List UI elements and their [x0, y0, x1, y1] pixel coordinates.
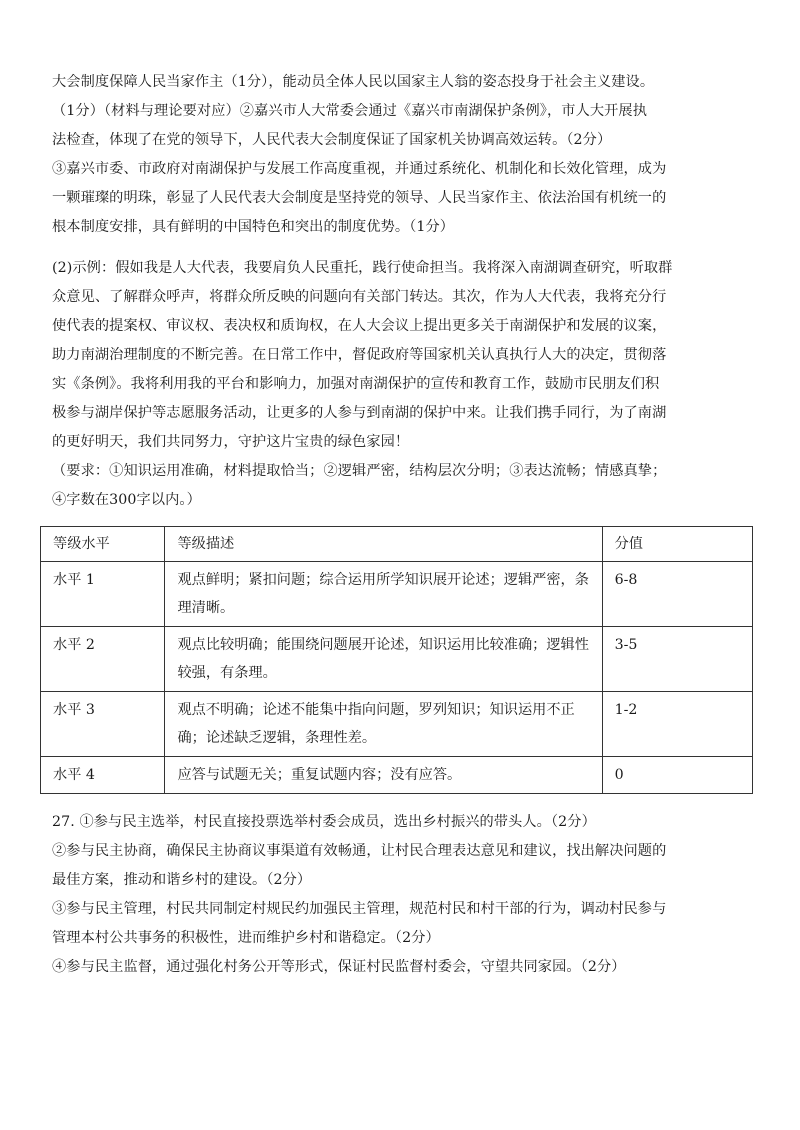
table-row	[41, 692, 753, 757]
table-row	[41, 627, 753, 692]
text-line: 的更好明天，我们共同努力，守护这片宝贵的绿色家园！	[52, 434, 410, 450]
text-line: （要求：①知识运用准确，材料提取恰当；②逻辑严密，结构层次分明；③表达流畅；情感真挚；	[52, 463, 667, 479]
text-line: 助力南湖治理制度的不断完善。在日常工作中，督促政府等国家机关认真执行人大的决定，贯彻落	[52, 347, 667, 363]
text-line: ④字数在300字以内。）	[52, 492, 201, 508]
score-cell: 1-2	[602, 692, 752, 757]
table-row	[41, 562, 753, 627]
header-description: 等级描述	[165, 527, 602, 562]
text-line: 一颗璀璨的明珠，彰显了人民代表大会制度是坚持党的领导、人民当家作主、依法治国有机统一的	[52, 190, 667, 206]
text-line: ③嘉兴市委、市政府对南湖保护与发展工作高度重视，并通过系统化、机制化和长效化管理，成为	[52, 161, 667, 177]
text-line: ④参与民主监督，通过强化村务公开等形式，保证村民监督村委会，守望共同家园。（2分）	[52, 959, 626, 975]
text-line: 管理本村公共事务的积极性，进而维护乡村和谐稳定。（2分）	[52, 930, 440, 946]
level-cell: 水平 1	[41, 562, 165, 627]
text-line: 实《条例》。我将利用我的平台和影响力，加强对南湖保护的宣传和教育工作，鼓励市民朋友们积	[52, 376, 660, 392]
answer-part2-example	[52, 254, 752, 515]
description-cell: 应答与试题无关；重复试题内容；没有应答。	[165, 757, 602, 794]
grading-table	[40, 526, 753, 794]
table-row	[41, 757, 753, 794]
score-cell: 3-5	[602, 627, 752, 692]
text-line: ②参与民主协商，确保民主协商议事渠道有效畅通，让村民合理表达意见和建议，找出解决问题的	[52, 843, 667, 859]
text-line: 根本制度安排，具有鲜明的中国特色和突出的制度优势。（1分）	[52, 219, 455, 235]
score-cell: 6-8	[602, 562, 752, 627]
text-line: 使代表的提案权、审议权、表决权和质询权，在人大会议上提出更多关于南湖保护和发展的议案，	[52, 318, 667, 334]
text-line: 27. ①参与民主选举，村民直接投票选举村委会成员，选出乡村振兴的带头人。（2分）	[52, 814, 596, 830]
level-cell: 水平 4	[41, 757, 165, 794]
text-line: 法检查，体现了在党的领导下，人民代表大会制度保证了国家机关协调高效运转。（2分）	[52, 132, 612, 148]
answer-part1-continuation	[52, 68, 752, 242]
text-line: 极参与湖岸保护等志愿服务活动，让更多的人参与到南湖的保护中来。让我们携手同行，为了南湖	[52, 405, 667, 421]
description-cell: 观点比较明确；能围绕问题展开论述，知识运用比较准确；逻辑性较强，有条理。	[165, 627, 602, 692]
text-line: (2)示例：假如我是人大代表，我要肩负人民重托，践行使命担当。我将深入南湖调查研究，听取群	[52, 260, 673, 276]
score-cell: 0	[602, 757, 752, 794]
header-level: 等级水平	[41, 527, 165, 562]
text-line: 最佳方案，推动和谐乡村的建设。（2分）	[52, 872, 312, 888]
header-score: 分值	[602, 527, 752, 562]
table-header-row	[41, 527, 753, 562]
description-cell: 观点不明确；论述不能集中指向问题，罗列知识；知识运用不正确；论述缺乏逻辑，条理性差。	[165, 692, 602, 757]
text-line: 众意见、了解群众呼声，将群众所反映的问题向有关部门转达。其次，作为人大代表，我将充分行	[52, 289, 667, 305]
text-line: ③参与民主管理，村民共同制定村规民约加强民主管理，规范村民和村干部的行为，调动村民参与	[52, 901, 667, 917]
text-line: （1分）（材料与理论要对应）②嘉兴市人大常委会通过《嘉兴市南湖保护条例》，市人大开展执	[52, 103, 648, 119]
level-cell: 水平 3	[41, 692, 165, 757]
text-line: 大会制度保障人民当家作主（1分），能动员全体人民以国家主人翁的姿态投身于社会主义建设。	[52, 74, 655, 90]
level-cell: 水平 2	[41, 627, 165, 692]
description-cell: 观点鲜明；紧扣问题；综合运用所学知识展开论述；逻辑严密，条理清晰。	[165, 562, 602, 627]
answer-question-27	[52, 808, 752, 982]
